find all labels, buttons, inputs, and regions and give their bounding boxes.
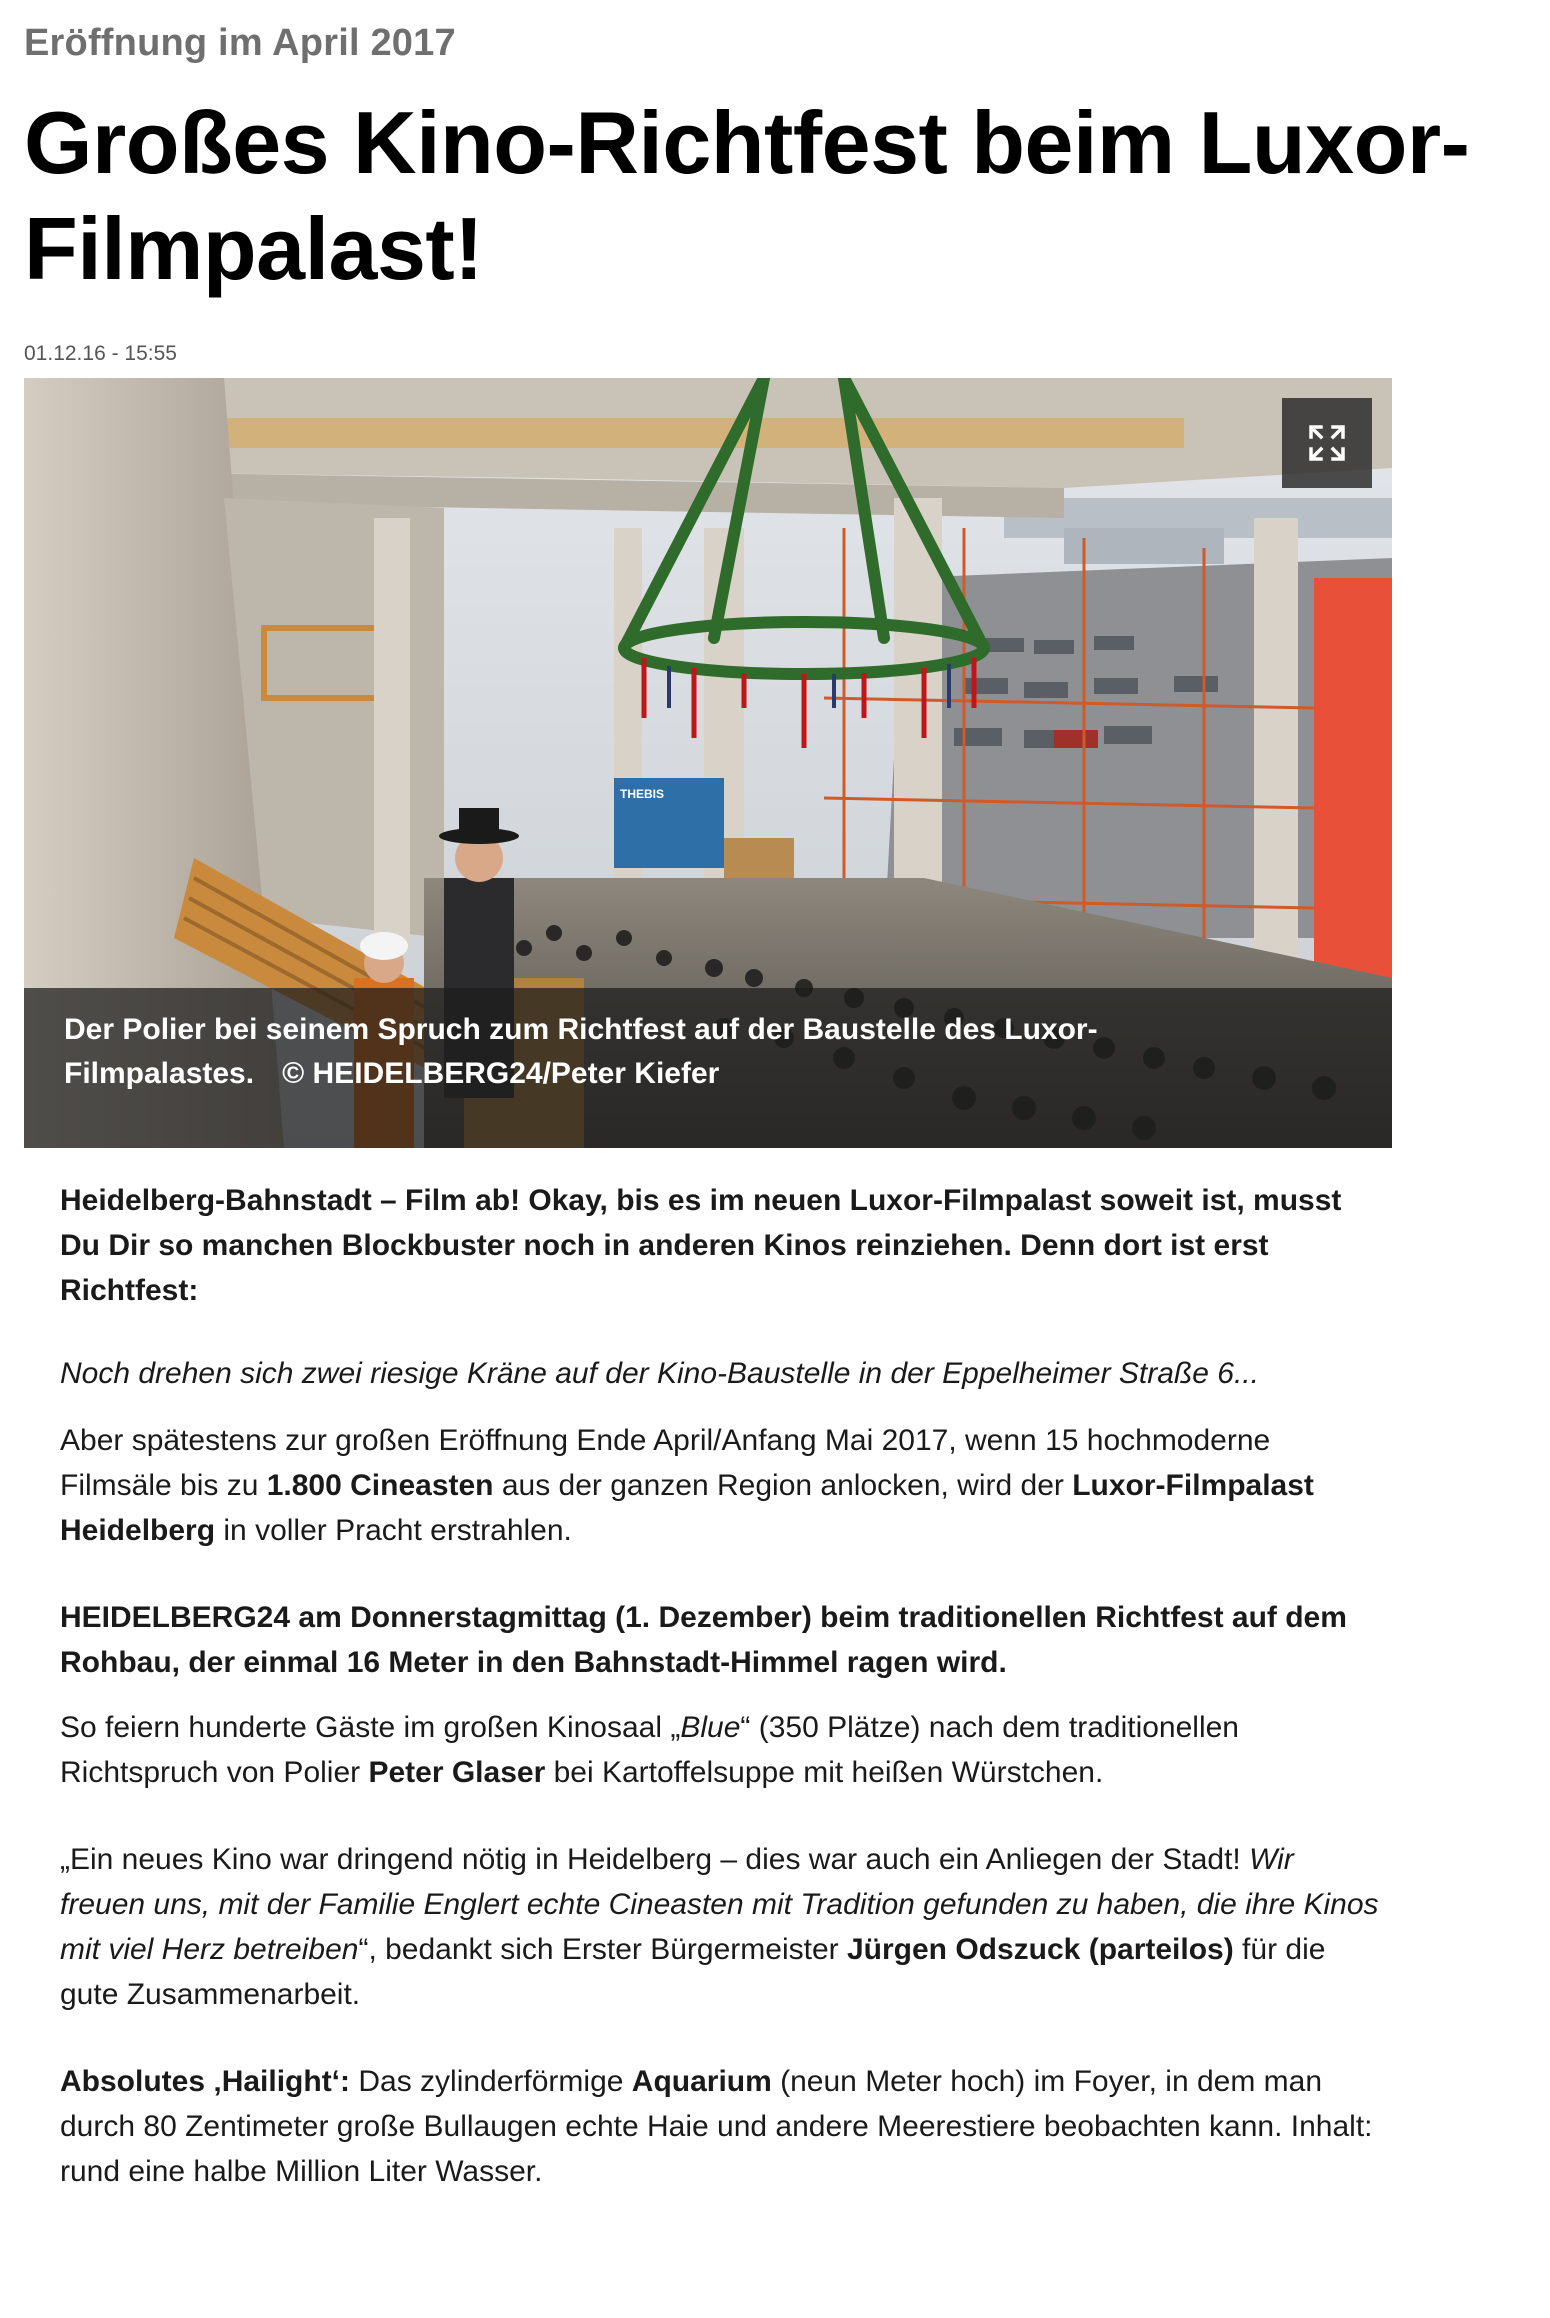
text-span: Aber spätestens zur großen Eröffnung Ende April/Anfang Mai 2017, wenn 15 hochmoderne Filmsäle bis zu [60, 1424, 1271, 1502]
text-span: (neun Meter hoch) im Foyer, in dem man durch 80 Zentimeter große Bullaugen echte Haie und andere Meerestiere beobachten kann. Inhalt: rund eine halbe Million Liter Wasser. [60, 2065, 1373, 2188]
article-body [60, 1178, 1380, 2236]
text-span: “, bedankt sich Erster Bürgermeister [358, 1933, 847, 1966]
paragraph-quote [60, 1837, 1380, 2017]
italic-span: Blue [680, 1711, 741, 1744]
text-span: aus der ganzen Region anlocken, wird der [493, 1469, 1073, 1502]
article-kicker: Eröffnung im April 2017 [24, 22, 456, 64]
bold-span: Peter Glaser [368, 1756, 546, 1789]
text-span: Das zylinderförmige [350, 2065, 632, 2098]
image-caption [64, 1008, 1244, 1096]
photo-credit: © HEIDELBERG24/Peter Kiefer [282, 1057, 720, 1090]
paragraph-opening [60, 1418, 1380, 1553]
expand-image-button[interactable] [1282, 398, 1372, 488]
bold-span: 1.800 Cineasten [266, 1469, 494, 1502]
article-timestamp: 01.12.16 - 15:55 [24, 342, 177, 365]
container-label: THEBIS [620, 787, 665, 801]
italic-span: Wir freuen uns, mit der Familie Englert echte Cineasten mit Tradition gefunden zu haben, die ihre Kinos mit viel Herz betreiben [60, 1843, 1379, 1966]
text-span: für die gute Zusammenarbeit. [60, 1933, 1326, 2011]
text-span: “ (350 Plätze) nach dem traditionellen Richtspruch von Polier [60, 1711, 1239, 1789]
text-span: So feiern hunderte Gäste im großen Kinosaal „ [60, 1711, 681, 1744]
article-image[interactable] [24, 378, 1392, 1148]
article-lead: Heidelberg-Bahnstadt – Film ab! Okay, bis es im neuen Luxor-Filmpalast soweit ist, musst Du Dir so manchen Blockbuster noch in anderen Kinos reinziehen. Denn dort ist erst Richtfest: [60, 1184, 1342, 1307]
paragraph-celebration [60, 1705, 1380, 1795]
expand-icon [1309, 425, 1345, 461]
image-caption-bar [24, 988, 1392, 1148]
bold-span: Luxor-Filmpalast Heidelberg [60, 1469, 1314, 1547]
article-subhead: HEIDELBERG24 am Donnerstagmittag (1. Dezember) beim traditionellen Richtfest auf dem Rohbau, der einmal 16 Meter in den Bahnstadt-Himmel ragen wird. [60, 1601, 1347, 1679]
bold-span: Absolutes ‚Hailight‘: [60, 2065, 351, 2098]
text-span: in voller Pracht erstrahlen. [215, 1514, 572, 1547]
article-headline: Großes Kino-Richtfest beim Luxor-Filmpalast! [24, 93, 1470, 298]
caption-text: Der Polier bei seinem Spruch zum Richtfest auf der Baustelle des Luxor-Filmpalastes. [64, 1013, 1098, 1090]
text-span: „Ein neues Kino war dringend nötig in Heidelberg – dies war auch ein Anliegen der Stadt! [60, 1843, 1250, 1876]
text-span: bei Kartoffelsuppe mit heißen Würstchen. [545, 1756, 1104, 1789]
article-teaser: Noch drehen sich zwei riesige Kräne auf der Kino-Baustelle in der Eppelheimer Straße 6... [60, 1357, 1259, 1390]
paragraph-aquarium [60, 2059, 1380, 2194]
bold-span: Jürgen Odszuck (parteilos) [846, 1933, 1234, 1966]
bold-span: Aquarium [631, 2065, 772, 2098]
